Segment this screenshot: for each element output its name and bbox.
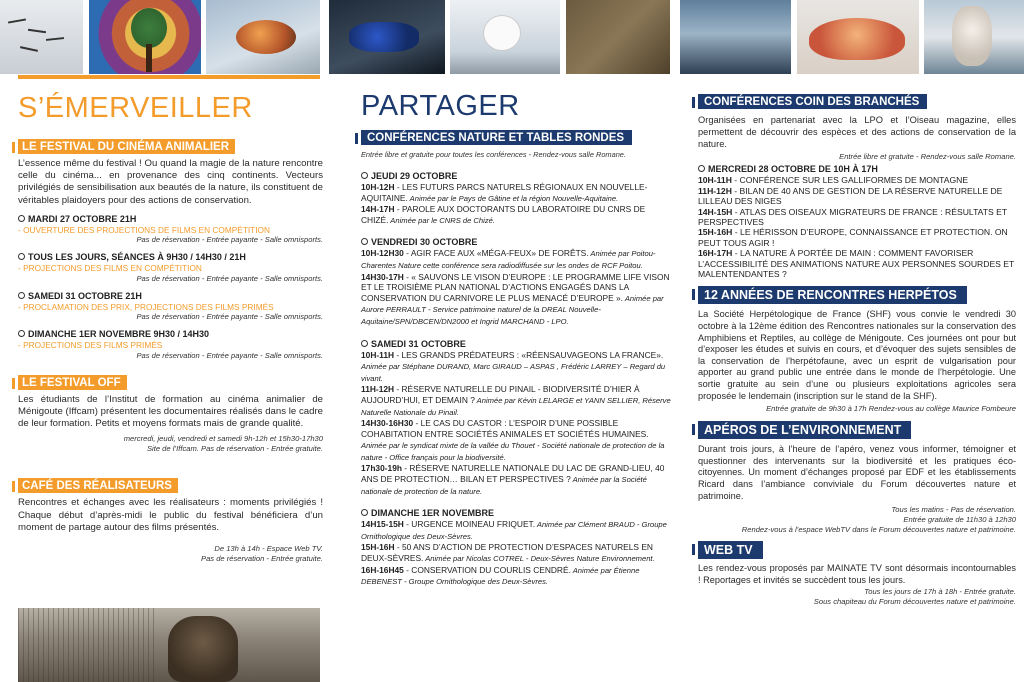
festival-off-meta: mercredi, jeudi, vendredi et samedi 9h-12h et 15h30-17h30 bbox=[123, 434, 323, 444]
column-emerveiller bbox=[18, 90, 323, 564]
clock-icon bbox=[361, 172, 368, 179]
day-block: SAMEDI 31 OCTOBRE 10H-11H - LES GRANDS PRÉDATEURS : «RÉENSAUVAGEONS LA FRANCE». Animée par Stéphane DURAND, Marc GIRAUD – ASPAS , Frédéric LARREY – Regard du vivant. 11H-12H - RÉSERVE NATURELLE DU PINAIL - BIODIVERSITÉ D’HIER À AUJOURD’HUI, ET DEMAIN ? Animée par Kévin LELARGE et YANN SELLIER, Réserve Naturelle Nationale du Pinail. 14H30-16H30 - LE CAS DU CASTOR : L’ESPOIR D’UNE POSSIBLE COHABITATION ENTRE SOCIÉTÉS ANIMALES ET SOCIÉTÉS HUMAINES. Animée par le syndicat mixte de la vallée du Thouet - Société nationale de protection de la nature - Office français pour la biodiversité. 17h30-19h - RÉSERVE NATURELLE NATIONALE DU LAC DE GRAND-LIEU, 40 ANS DE PROTECTION… BILAN ET PERSPECTIVES ? Animée par la Société nationale de protection de la nature. bbox=[361, 338, 671, 496]
aperos-header: APÉROS DE L’ENVIRONNEMENT bbox=[698, 421, 911, 439]
festival-off-meta: Site de l’Iffcam. Pas de réservation - Entrée gratuite. bbox=[146, 444, 323, 454]
elephant-skin-photo bbox=[566, 0, 670, 74]
clock-icon bbox=[361, 340, 368, 347]
aperos-text: Durant trois jours, à l’heure de l’apéro, venez vous informer, témoigner et questionner des intervenants sur la biodiversité et les pratiques éco-citoyennes. Un moment d’échanges proposé par EDF et les établissements Ricard dans l’ambiance conviviale du Forum découvertes nature et patrimoine. bbox=[698, 444, 1016, 501]
clock-icon bbox=[361, 238, 368, 245]
webtv-meta: Sous chapiteau du Forum découvertes nature et patrimoine. bbox=[813, 597, 1016, 607]
clock-icon bbox=[698, 165, 705, 172]
orange-divider bbox=[18, 75, 320, 79]
branches-header: CONFÉRENCES COIN DES BRANCHÉS bbox=[698, 94, 927, 109]
herpetos-meta: Entrée gratuite de 9h30 à 17h Rendez-vous au collège Maurice Fombeure bbox=[766, 404, 1016, 414]
heron-painting-photo bbox=[924, 0, 1024, 74]
painting-tree-photo bbox=[89, 0, 201, 74]
ptarmigan-photo bbox=[450, 0, 560, 74]
aperos-meta: Rendez-vous à l’espace WebTV dans le Forum découvertes nature et patrimoine. bbox=[741, 525, 1016, 535]
cafe-meta: De 13h à 14h - Espace Web TV. bbox=[214, 544, 323, 554]
cafe-header: CAFÉ DES RÉALISATEURS bbox=[18, 478, 178, 493]
crab-photo bbox=[797, 0, 919, 74]
branches-date: MERCREDI 28 OCTOBRE DE 10H À 17H bbox=[708, 164, 878, 175]
aperos-meta: Entrée gratuite de 11h30 à 12h30 bbox=[903, 515, 1016, 525]
branches-meta: Entrée libre et gratuite - Rendez-vous salle Romane. bbox=[839, 152, 1016, 162]
clock-icon bbox=[18, 215, 25, 222]
webtv-meta: Tous les jours de 17h à 18h - Entrée gratuite. bbox=[864, 587, 1016, 597]
festival-event: DIMANCHE 1ER NOVEMBRE 9H30 / 14H30 - PROJECTIONS DES FILMS PRIMÉS Pas de réservation - Entrée payante - Salle omnisports. bbox=[18, 329, 323, 360]
bird-painting-photo bbox=[206, 0, 320, 74]
day-block: JEUDI 29 OCTOBRE 10H-12H - LES FUTURS PARCS NATURELS RÉGIONAUX EN NOUVELLE-AQUITAINE. Animée par le Pays de Gâtine et la région Nouvelle-Aquitaine. 14H-17H - PAROLE AUX DOCTORANTS DU LABORATOIRE DU CNRS DE CHIZÉ. Animée par le CNRS de Chizé. bbox=[361, 171, 648, 225]
day-block: DIMANCHE 1ER NOVEMBRE 14H15-15H - URGENCE MOINEAU FRIQUET. Animée par Clément BRAUD - Groupe Ornithologique des Deux-Sèvres. 15H-16H - 50 ANS D’ACTION DE PROTECTION D’ESPACES NATURELS EN DEUX-SÈVRES. Animée par Nicolas COTREL - Deux-Sèvres Nature Environnement. 16H-16H45 - CONSERVATION DU COURLIS CENDRÉ. Animée par Étienne DEBENEST - Groupe Ornithologique des Deux-Sèvres. bbox=[361, 508, 667, 587]
conferences-intro: Entrée libre et gratuite pour toutes les conférences - Rendez-vous salle Romane. bbox=[361, 150, 626, 159]
festival-off-header: LE FESTIVAL OFF bbox=[18, 375, 127, 390]
clock-icon bbox=[18, 330, 25, 337]
clock-icon bbox=[18, 253, 25, 260]
clock-icon bbox=[18, 292, 25, 299]
herpetos-header: 12 ANNÉES DE RENCONTRES HERPÉTOS bbox=[698, 286, 967, 304]
festival-text: L’essence même du festival ! Ou quand la magie de la nature rencontre celle du cinéma... en provenance des cinq continents. Vecteurs privilégiés de sensibilisation aux beautés de la nature, ils constituent de véritables plaidoyers pour des actions de conservation. bbox=[18, 158, 323, 206]
section-title-emerveiller: S’ÉMERVEILLER bbox=[18, 92, 253, 124]
herpetos-text: La Société Herpétologique de France (SHF) vous convie le vendredi 30 octobre à la 12ème édition des Rencontres nationales sur la conservation des Amphibiens et Reptiles, au collège de Ménigoute. Ces journées ont pour but d’exposer les études et suivis en cours, et d’évoquer des sujets sensibles de la conservation de l’herpétofaune, avec un esprit de vulgarisation pour apporter au grand public une entrée dans le monde de l’herpétologie. Une sortie gratuite au sein d’une ou plusieurs exploitations agricoles sera proposée le lendemain (inscription sur le stand de la SHF). bbox=[698, 309, 1016, 401]
festival-event: SAMEDI 31 OCTOBRE 21H - PROCLAMATION DES PRIX, PROJECTIONS DES FILMS PRIMÉS Pas de réservation - Entrée payante - Salle omnisports. bbox=[18, 290, 323, 322]
aperos-meta: Tous les matins - Pas de réservation. bbox=[891, 505, 1016, 515]
fox-photo bbox=[18, 608, 320, 682]
cafe-text: Rencontres et échanges avec les réalisateurs : moments privilégiés ! Chaque début d’après-midi le public du festival bénéficiera d’un moment de partage autour des films présentés. bbox=[18, 497, 323, 533]
day-block: VENDREDI 30 OCTOBRE 10H-12H30 - AGIR FACE AUX «MÉGA-FEUX» DE FORÊTS. Animée par Poitou-Charentes Nature cette conférence sera radiodiffusée sur les ondes de RCF Poitou. 14H30-17H - « SAUVONS LE VISON D’EUROPE : LE PROGRAMME LIFE VISON ET LE TROISIÈME PLAN NATIONAL D’ACTIONS ENGAGÉS DANS LA CONSERVATION DU CARNIVORE LE PLUS MENACÉ D’EUROPE ». Animée par Aurore PERRAULT - Service patrimoine naturel de la DREAL Nouvelle-Aquitaine/SPN/DBCEN/DN2000 et Ingrid MARCHAND - LPO. bbox=[361, 237, 670, 326]
section-title-partager: PARTAGER bbox=[361, 90, 520, 122]
branches-text: Organisées en partenariat avec la LPO et l’Oiseau magazine, elles permettent de découvrir des espèces et des actions de conservation de la nature. bbox=[698, 115, 1016, 149]
webtv-text: Les rendez-vous proposés par MAINATE TV sont désormais incontournables ! Reportages et invités se succèdent tous les jours. bbox=[698, 563, 1016, 585]
clock-icon bbox=[361, 509, 368, 516]
column-right: CONFÉRENCES COIN DES BRANCHÉS Organisées en partenariat avec la LPO et l’Oiseau magazine, elles permettent de découvrir des espèces et des actions de conservation de la nature. Entrée libre et gratuite - Rendez-vous salle Romane. MERCREDI 28 OCTOBRE DE 10H À 17H 10H-11H - CONFÉRENCE SUR LES GALLIFORMES DE MONTAGNE 11H-12H - BILAN DE 40 ANS DE GESTION DE LA RÉSERVE NATURELLE DE LILLEAU DES NIGES 14H-15H - ATLAS DES OISEAUX MIGRATEURS DE FRANCE : RÉSULTATS ET PERSPECTIVES 15H-16H - LE HÉRISSON D’EUROPE, CONNAISSANCE ET PROTECTION. ON PEUT TOUS AGIR ! 16H-17H - LA NATURE À PORTÉE DE MAIN : COMMENT FAVORISER L’ACCESSIBILITÉ DES ANIMATIONS NATURE AUX PERSONNES SOURDES ET MALENTENDANTES ? 12 ANNÉES DE RENCONTRES HERPÉTOS La Société Herpétologique de France (SHF) vous convie le vendredi 30 octobre à la 12ème édition des Rencontres nationales sur la conservation des Amphibiens et Reptiles, au collège de Ménigoute. Ces journées ont pour but d’exposer les études et suivis en cours, et d’évoquer des sujets sensibles de la conservation de l’herpétofaune, avec un esprit de vulgarisation pour apporter au grand public une entrée dans le monde de l’herpétologie. Une sortie gratuite au sein d’une ou plusieurs exploitations agricoles sera proposée le lendemain (inscription sur le stand de la SHF). Entrée gratuite de 9h30 à 17h Rendez-vous au collège Maurice Fombeure APÉROS DE L’ENVIRONNEMENT Durant trois jours, à l’heure de l’apéro, venez vous informer, témoigner et questionner des intervenants sur la biodiversité et les pratiques éco-citoyennes. Un moment d’échanges proposé par EDF et les établissements Ricard dans l’ambiance conviviale du Forum découvertes nature et patrimoine. Tous les matins - Pas de réservation. Entrée gratuite de 11h30 à 12h30 Rendez-vous à l’espace WebTV dans le Forum découvertes nature et patrimoine. WEB TV Les rendez-vous proposés par MAINATE TV sont désormais incontournables ! Reportages et invités se succèdent tous les jours. Tous les jours de 17h à 18h - Entrée gratuite. Sous chapiteau du Forum découvertes nature et patrimoine. bbox=[698, 96, 1016, 607]
column-partager bbox=[361, 88, 671, 588]
festival-header: LE FESTIVAL DU CINÉMA ANIMALIER bbox=[18, 139, 235, 154]
festival-off-text: Les étudiants de l’Institut de formation au cinéma animalier de Ménigoute (Iffcam) présentent les documentaires réalisés dans le cadre de leur formation. Petits et moyens formats mais de grande qualité. bbox=[18, 393, 323, 430]
cafe-meta: Pas de réservation - Entrée gratuite. bbox=[201, 554, 323, 564]
conferences-header: CONFÉRENCES NATURE ET TABLES RONDES bbox=[361, 130, 632, 145]
salamander-photo bbox=[329, 0, 445, 74]
cranes-photo bbox=[0, 0, 83, 74]
festival-event: TOUS LES JOURS, SÉANCES À 9H30 / 14H30 / 21H - PROJECTIONS DES FILMS EN COMPÉTITION Pas de réservation - Entrée payante - Salle omnisports. bbox=[18, 252, 323, 283]
festival-event: MARDI 27 OCTOBRE 21H - OUVERTURE DES PROJECTIONS DE FILMS EN COMPÉTITION Pas de réservation - Entrée payante - Salle omnisports. bbox=[18, 213, 323, 245]
webtv-header: WEB TV bbox=[698, 541, 763, 559]
mountain-lake-photo bbox=[680, 0, 791, 74]
